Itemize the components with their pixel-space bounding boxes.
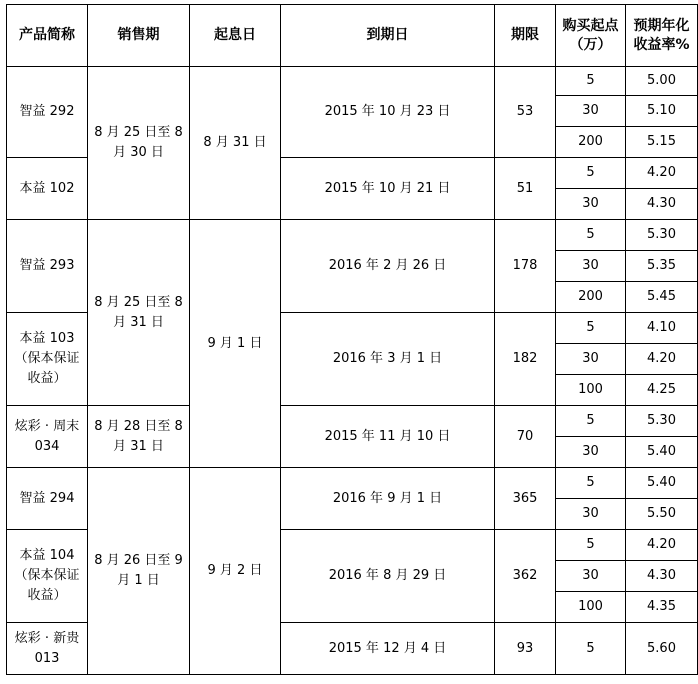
min-purchase: 30 (556, 96, 626, 127)
min-purchase: 5 (556, 623, 626, 675)
min-purchase: 5 (556, 158, 626, 189)
due-date: 2015 年 10 月 21 日 (281, 158, 495, 220)
min-purchase: 100 (556, 375, 626, 406)
term-days: 182 (495, 313, 556, 406)
term-days: 70 (495, 406, 556, 468)
yield-rate: 4.20 (626, 530, 698, 561)
due-date: 2016 年 2 月 26 日 (281, 220, 495, 313)
min-purchase: 5 (556, 67, 626, 96)
yield-rate: 5.30 (626, 406, 698, 437)
min-purchase: 5 (556, 530, 626, 561)
sale-period: 8 月 28 日至 8 月 31 日 (88, 406, 190, 468)
header-product-name: 产品简称 (7, 5, 88, 67)
yield-rate: 5.50 (626, 499, 698, 530)
sale-period: 8 月 26 日至 9 月 1 日 (88, 468, 190, 675)
min-purchase: 5 (556, 468, 626, 499)
product-name: 本益 104（保本保证收益） (7, 530, 88, 623)
due-date: 2016 年 3 月 1 日 (281, 313, 495, 406)
due-date: 2015 年 11 月 10 日 (281, 406, 495, 468)
min-purchase: 30 (556, 437, 626, 468)
term-days: 53 (495, 67, 556, 158)
due-date: 2015 年 12 月 4 日 (281, 623, 495, 675)
min-purchase: 30 (556, 189, 626, 220)
sale-period: 8 月 25 日至 8 月 30 日 (88, 67, 190, 220)
header-due-date: 到期日 (281, 5, 495, 67)
product-name: 炫彩 · 周末 034 (7, 406, 88, 468)
min-purchase: 30 (556, 499, 626, 530)
yield-rate: 5.00 (626, 67, 698, 96)
product-name: 智益 293 (7, 220, 88, 313)
min-purchase: 30 (556, 561, 626, 592)
yield-rate: 4.25 (626, 375, 698, 406)
yield-rate: 4.30 (626, 561, 698, 592)
yield-rate: 5.35 (626, 251, 698, 282)
min-purchase: 5 (556, 313, 626, 344)
min-purchase: 5 (556, 406, 626, 437)
start-date: 9 月 1 日 (190, 220, 281, 468)
header-sale-period: 销售期 (88, 5, 190, 67)
table-row (7, 220, 698, 251)
due-date: 2016 年 9 月 1 日 (281, 468, 495, 530)
start-date: 9 月 2 日 (190, 468, 281, 675)
min-purchase: 5 (556, 220, 626, 251)
header-expected-yield: 预期年化收益率% (626, 5, 698, 67)
product-name: 智益 292 (7, 67, 88, 158)
yield-rate: 4.20 (626, 344, 698, 375)
sale-period: 8 月 25 日至 8 月 31 日 (88, 220, 190, 406)
yield-rate: 5.40 (626, 468, 698, 499)
yield-rate: 5.40 (626, 437, 698, 468)
min-purchase: 200 (556, 282, 626, 313)
product-name: 智益 294 (7, 468, 88, 530)
product-name: 本益 102 (7, 158, 88, 220)
due-date: 2015 年 10 月 23 日 (281, 67, 495, 158)
yield-rate: 4.20 (626, 158, 698, 189)
yield-rate: 5.30 (626, 220, 698, 251)
min-purchase: 30 (556, 251, 626, 282)
table-row (7, 468, 698, 499)
header-min-purchase: 购买起点（万） (556, 5, 626, 67)
product-name: 炫彩 · 新贵 013 (7, 623, 88, 675)
header-term: 期限 (495, 5, 556, 67)
product-table (6, 4, 698, 675)
due-date: 2016 年 8 月 29 日 (281, 530, 495, 623)
yield-rate: 4.30 (626, 189, 698, 220)
yield-rate: 5.60 (626, 623, 698, 675)
yield-rate: 5.10 (626, 96, 698, 127)
header-start-date: 起息日 (190, 5, 281, 67)
term-days: 365 (495, 468, 556, 530)
yield-rate: 5.15 (626, 127, 698, 158)
yield-rate: 4.10 (626, 313, 698, 344)
product-name: 本益 103（保本保证收益） (7, 313, 88, 406)
term-days: 93 (495, 623, 556, 675)
yield-rate: 5.45 (626, 282, 698, 313)
start-date: 8 月 31 日 (190, 67, 281, 220)
min-purchase: 100 (556, 592, 626, 623)
term-days: 51 (495, 158, 556, 220)
term-days: 362 (495, 530, 556, 623)
table-header-row (7, 5, 698, 67)
min-purchase: 200 (556, 127, 626, 158)
table-row (7, 406, 698, 437)
table-row (7, 67, 698, 96)
term-days: 178 (495, 220, 556, 313)
min-purchase: 30 (556, 344, 626, 375)
yield-rate: 4.35 (626, 592, 698, 623)
